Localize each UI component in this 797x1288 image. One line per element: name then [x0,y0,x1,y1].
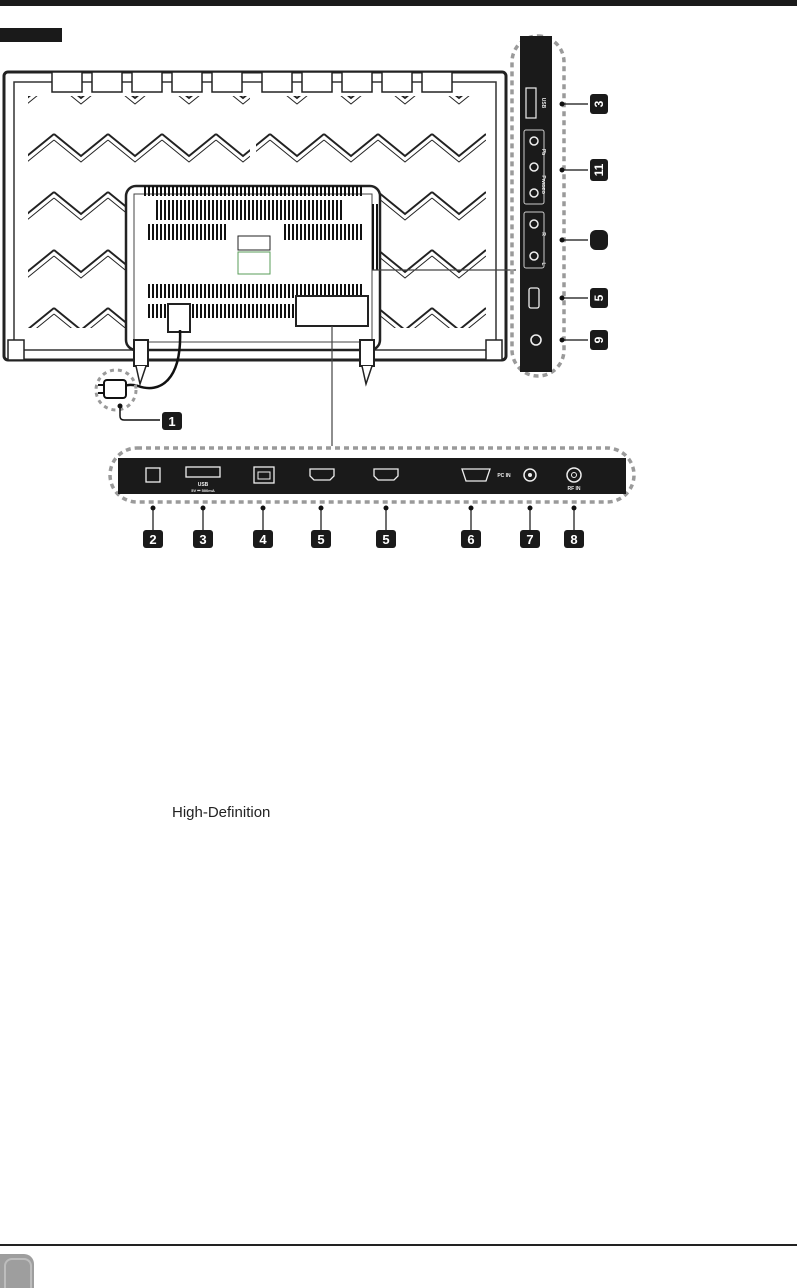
tv-rear-body [4,72,506,384]
side-callout-11: 11 [592,163,606,177]
bottom-callout-3: 3 [199,532,207,547]
side-pb-label: Pb [540,148,546,156]
bottom-usb-label: USB [197,482,209,488]
side-r-label: R [540,232,546,236]
side-l-label: L [540,262,546,266]
rf-in-label: RF IN [567,486,581,492]
bottom-callout-2: 2 [149,532,157,547]
side-callout-9: 9 [592,336,606,344]
bottom-callout-7: 7 [526,532,534,547]
side-callout-5: 5 [592,294,606,302]
bottom-callout-5b: 5 [382,532,390,547]
caption-text: High-Definition [172,804,271,821]
side-usb-label: USB [540,97,546,109]
bottom-callout-6: 6 [467,532,475,547]
callout-1: 1 [168,414,176,429]
bottom-jack-panel [110,448,634,548]
pc-in-label: PC IN [497,473,511,479]
bottom-callout-5a: 5 [317,532,325,547]
side-callout-3: 3 [592,100,606,108]
side-jack-panel [512,36,608,376]
bottom-usb-sublabel: 5V ⎓ 500mA [191,488,215,493]
side-pr-label: Pr [540,175,546,181]
bottom-callout-8: 8 [570,532,578,547]
bottom-callout-4: 4 [259,532,267,547]
bottom-rule [0,1244,797,1246]
side-video-label: VIDEO [541,179,546,195]
page-badge [0,1254,34,1288]
